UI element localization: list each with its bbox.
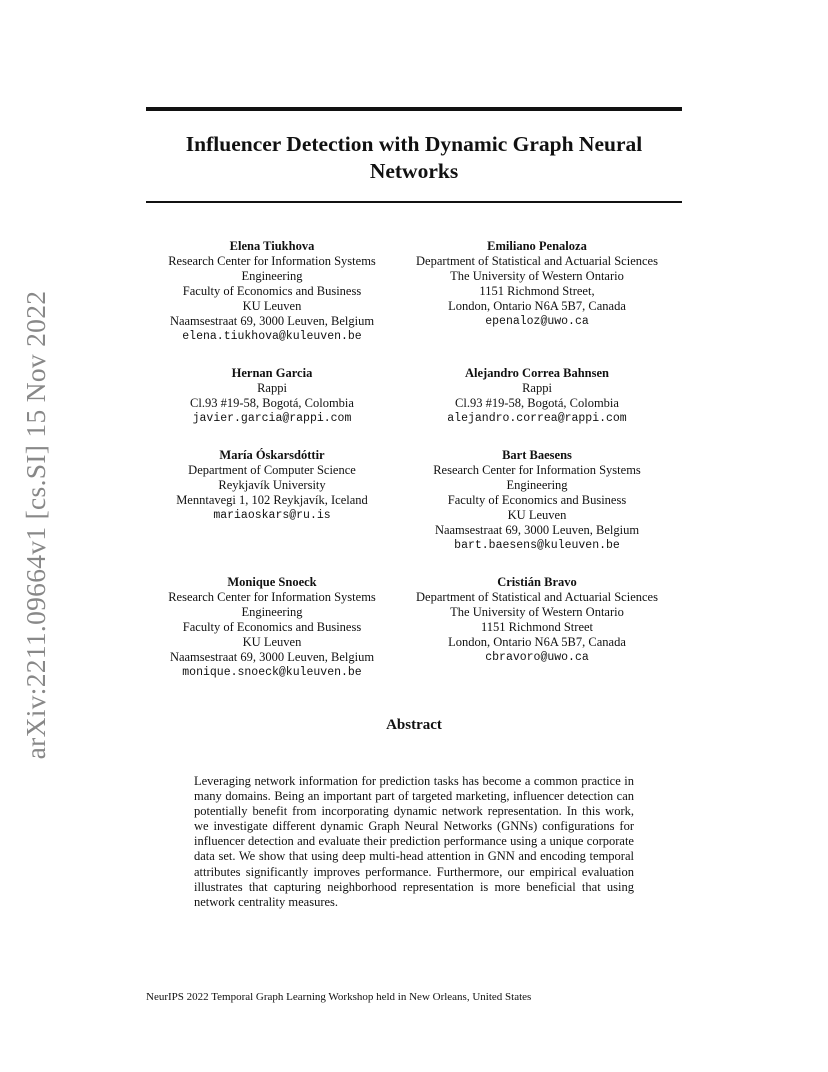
author-affiliation: 1151 Richmond Street, — [479, 284, 595, 298]
author-block — [387, 366, 687, 426]
author-block — [122, 448, 422, 523]
author-affiliation: Faculty of Economics and Business — [447, 493, 627, 507]
author-affiliation: Research Center for Information Systems — [168, 590, 376, 604]
author-affiliation: Naamsestraat 69, 3000 Leuven, Belgium — [169, 650, 375, 664]
author-affiliation: Faculty of Economics and Business — [182, 284, 362, 298]
author-affiliation: Engineering — [241, 605, 303, 619]
author-block — [122, 366, 422, 426]
author-affiliation: Naamsestraat 69, 3000 Leuven, Belgium — [169, 314, 375, 328]
author-affiliation: London, Ontario N6A 5B7, Canada — [448, 635, 626, 649]
author-name: Cristián Bravo — [497, 575, 577, 589]
author-email[interactable]: mariaoskars@ru.is — [213, 509, 331, 522]
author-block — [387, 239, 687, 329]
author-email[interactable]: alejandro.correa@rappi.com — [447, 412, 627, 425]
footer-note: NeurIPS 2022 Temporal Graph Learning Workshop held in New Orleans, United States — [146, 991, 532, 1003]
author-affiliation: KU Leuven — [242, 299, 302, 313]
author-email[interactable]: bart.baesens@kuleuven.be — [454, 539, 620, 552]
paper-title: Influencer Detection with Dynamic Graph Neural Networks — [185, 132, 643, 183]
author-block — [122, 239, 422, 344]
author-email[interactable]: elena.tiukhova@kuleuven.be — [182, 330, 362, 343]
author-affiliation: Menntavegi 1, 102 Reykjavík, Iceland — [176, 493, 368, 507]
abstract-heading: Abstract — [386, 717, 442, 733]
author-block — [387, 575, 687, 665]
author-affiliation: Department of Statistical and Actuarial Sciences — [416, 254, 658, 268]
author-affiliation: The University of Western Ontario — [450, 605, 624, 619]
author-name: Elena Tiukhova — [229, 239, 315, 253]
author-email[interactable]: cbravoro@uwo.ca — [485, 651, 589, 664]
author-email[interactable]: javier.garcia@rappi.com — [192, 412, 352, 425]
author-name: Alejandro Correa Bahnsen — [465, 366, 609, 380]
author-affiliation: Cl.93 #19-58, Bogotá, Colombia — [190, 396, 354, 410]
author-block — [122, 575, 422, 680]
author-affiliation: Naamsestraat 69, 3000 Leuven, Belgium — [434, 523, 640, 537]
title-bottom-rule — [146, 201, 682, 203]
author-affiliation: London, Ontario N6A 5B7, Canada — [448, 299, 626, 313]
author-name: Emiliano Penaloza — [487, 239, 587, 253]
author-affiliation: KU Leuven — [507, 508, 567, 522]
author-affiliation: Reykjavík University — [218, 478, 326, 492]
author-affiliation: Rappi — [257, 381, 287, 395]
author-affiliation: Department of Statistical and Actuarial Sciences — [416, 590, 658, 604]
author-name: Bart Baesens — [502, 448, 572, 462]
author-affiliation: Engineering — [506, 478, 568, 492]
author-affiliation: Research Center for Information Systems — [433, 463, 641, 477]
author-affiliation: Engineering — [241, 269, 303, 283]
author-affiliation: Department of Computer Science — [188, 463, 356, 477]
author-name: Monique Snoeck — [227, 575, 317, 589]
author-affiliation: The University of Western Ontario — [450, 269, 624, 283]
abstract-text: Leveraging network information for prediction tasks has become a common practice in many domains. Being an important part of targeted marketing, influencer detection can potentially benefit from incorporating dynamic network representation. In this work, we investigate different dynamic Graph Neural Networks (GNNs) configurations for influencer detection and evaluate their prediction performance using a unique corporate data set. We show that using deep multi-head attention in GNN and encoding temporal attributes significantly improves performance. Furthermore, our empirical evaluation illustrates that capturing neighborhood representation is more beneficial that using network centrality measures. — [194, 774, 634, 909]
author-affiliation: KU Leuven — [242, 635, 302, 649]
author-name: Hernan Garcia — [231, 366, 313, 380]
author-affiliation: 1151 Richmond Street — [480, 620, 594, 634]
author-affiliation: Research Center for Information Systems — [168, 254, 376, 268]
author-affiliation: Rappi — [522, 381, 552, 395]
author-email[interactable]: epenaloz@uwo.ca — [485, 315, 589, 328]
author-email[interactable]: monique.snoeck@kuleuven.be — [182, 666, 362, 679]
author-name: María Óskarsdóttir — [219, 448, 325, 462]
top-rule — [146, 107, 682, 111]
author-block — [387, 448, 687, 553]
arxiv-stamp: arXiv:2211.09664v1 [cs.SI] 15 Nov 2022 — [20, 290, 51, 760]
author-affiliation: Faculty of Economics and Business — [182, 620, 362, 634]
author-affiliation: Cl.93 #19-58, Bogotá, Colombia — [455, 396, 619, 410]
